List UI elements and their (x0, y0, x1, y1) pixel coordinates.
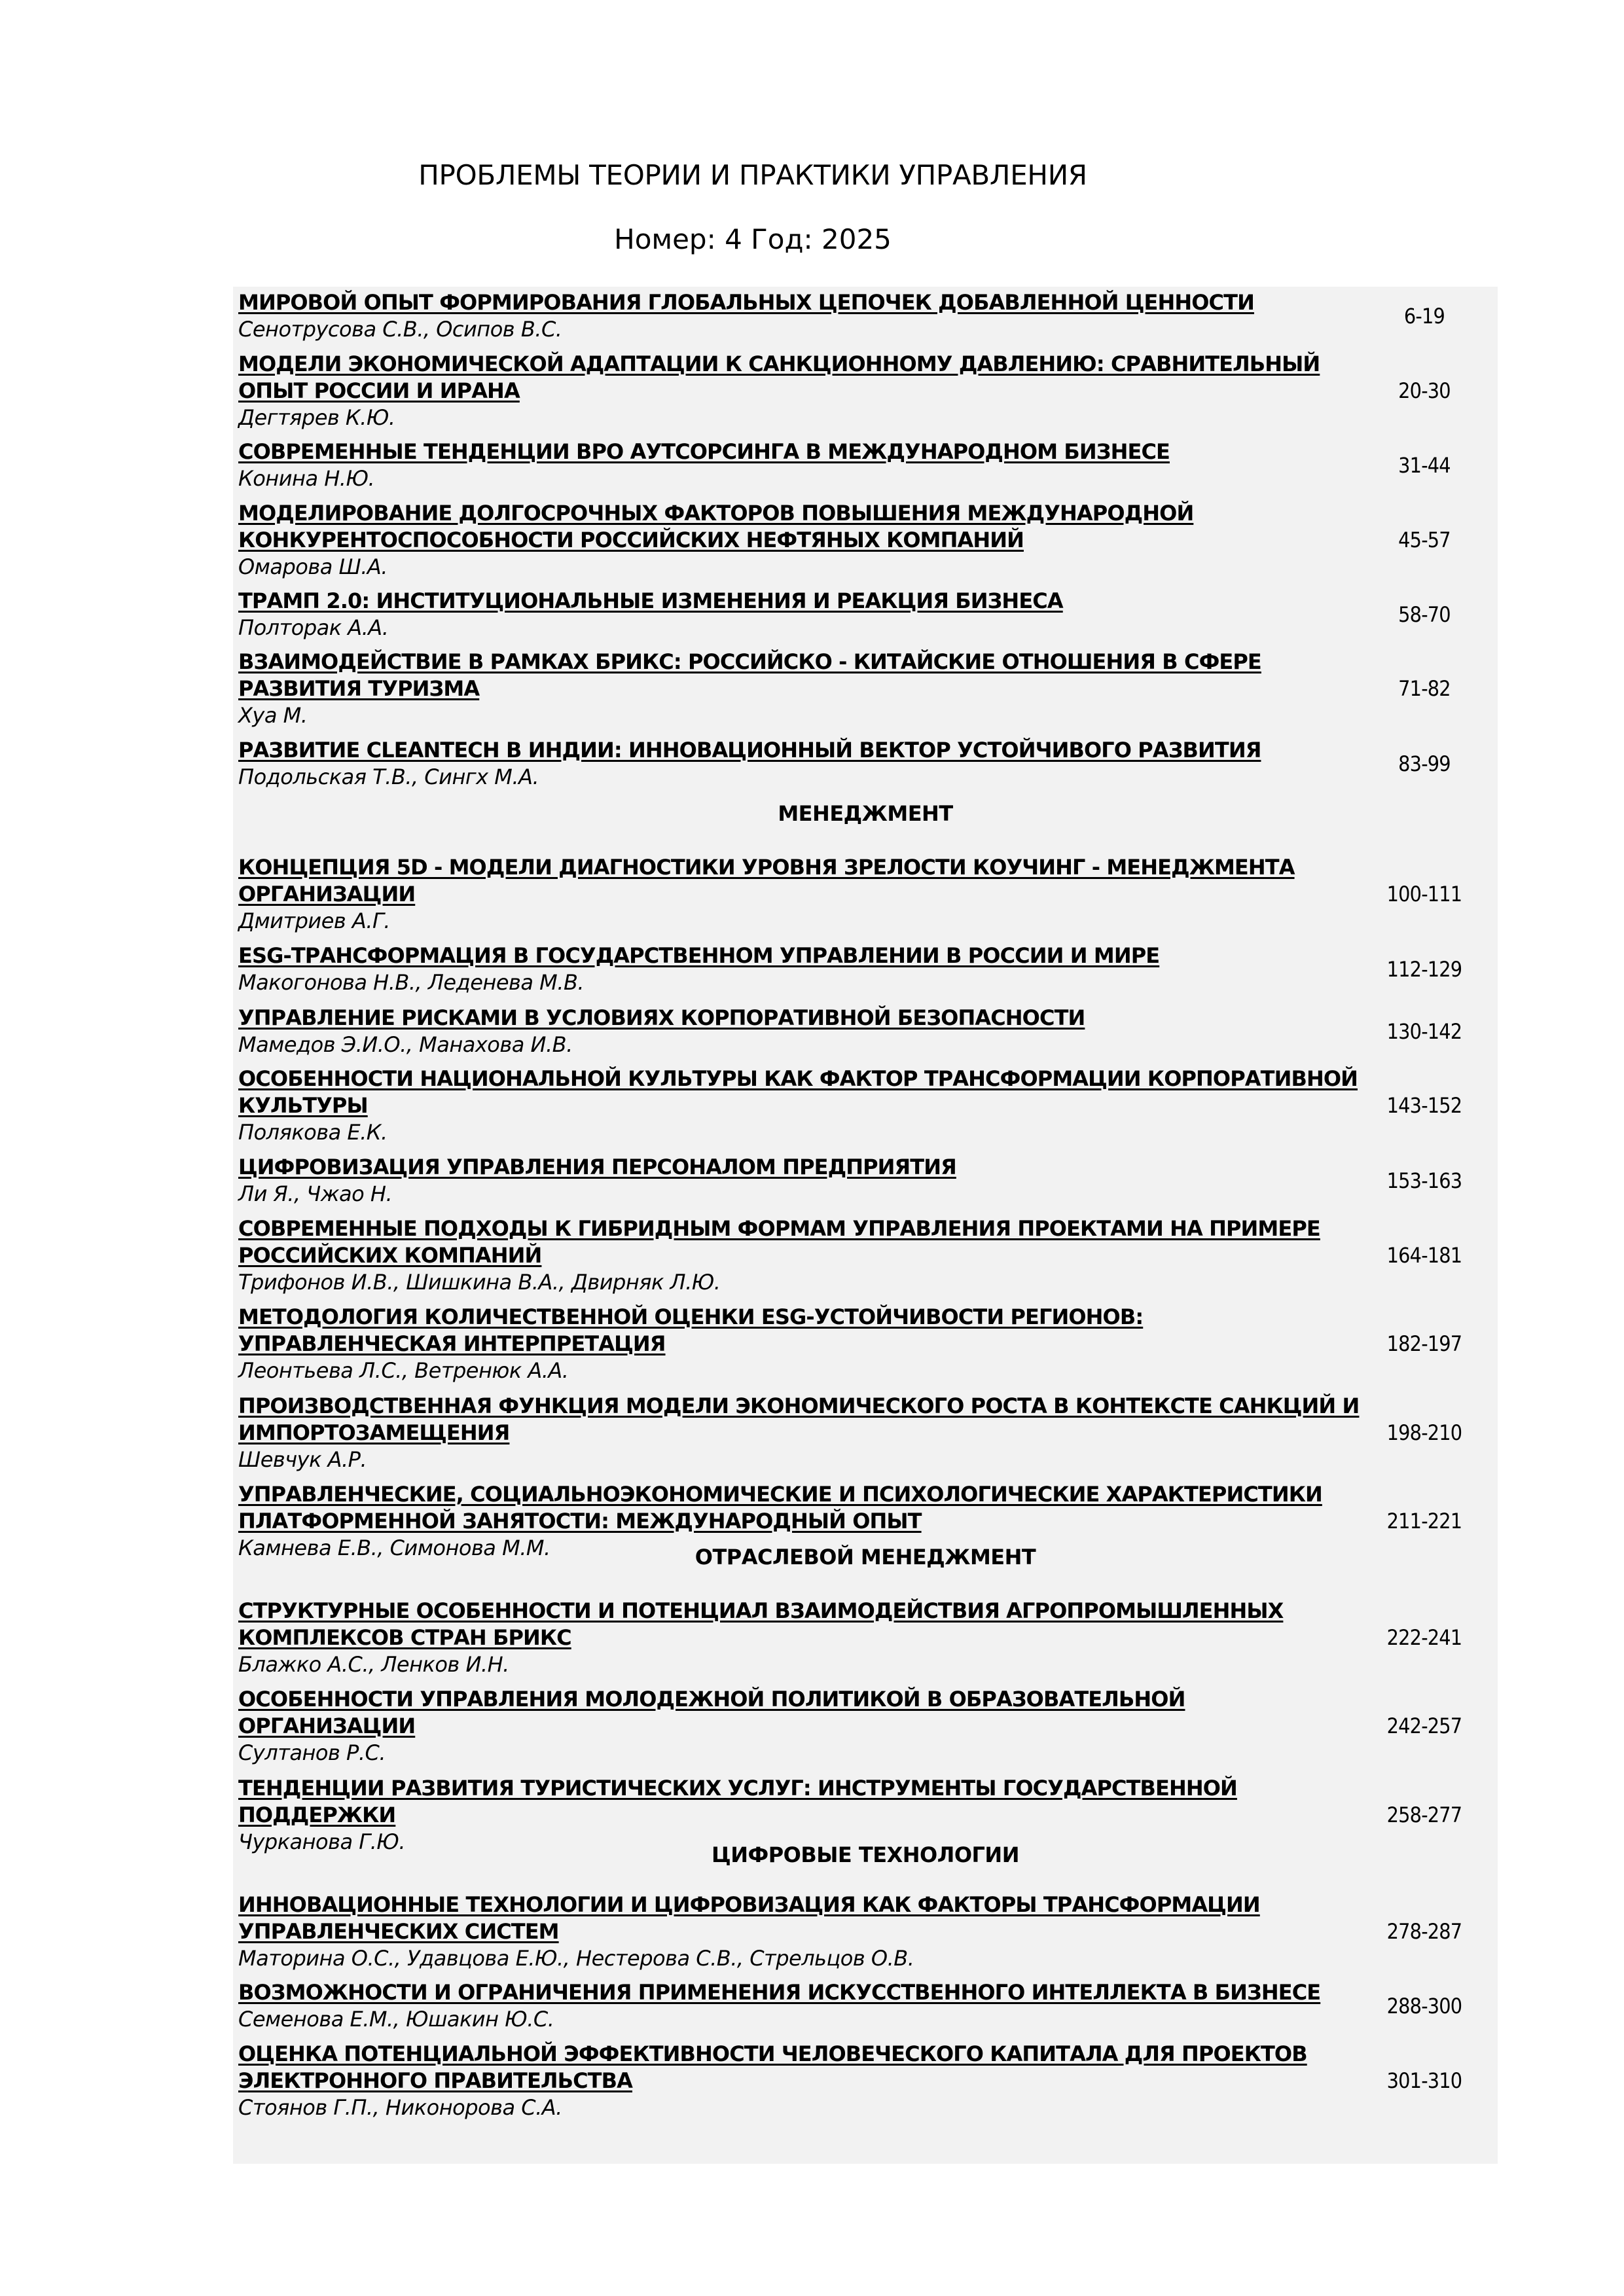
article-authors: Камнева Е.В., Симонова М.М. (238, 1535, 550, 1560)
article-pages: 278-287 (1386, 1919, 1462, 1944)
issue-info: Номер: 4 Год: 2025 (614, 223, 892, 255)
article-authors: Полторак А.А. (238, 615, 389, 640)
article-authors: Ли Я., Чжао Н. (238, 1181, 393, 1206)
article-authors: Хуа М. (238, 703, 308, 728)
article-title-link[interactable]: УПРАВЛЕНИЕ РИСКАМИ В УСЛОВИЯХ КОРПОРАТИВНОЙ БЕЗОПАСНОСТИ (238, 1005, 1085, 1030)
article-title-link[interactable]: ИННОВАЦИОННЫЕ ТЕХНОЛОГИИ И ЦИФРОВИЗАЦИЯ КАК ФАКТОРЫ ТРАНСФОРМАЦИИ (238, 1892, 1260, 1917)
article-title-link[interactable]: РАЗВИТИЕ CLEANTECH В ИНДИИ: ИННОВАЦИОННЫЙ ВЕКТОР УСТОЙЧИВОГО РАЗВИТИЯ (238, 738, 1261, 762)
article-title-link[interactable]: УПРАВЛЕНЧЕСКИЕ, СОЦИАЛЬНОЭКОНОМИЧЕСКИЕ И ПСИХОЛОГИЧЕСКИЕ ХАРАКТЕРИСТИКИ (238, 1482, 1322, 1507)
article-title-link[interactable]: ВОЗМОЖНОСТИ И ОГРАНИЧЕНИЯ ПРИМЕНЕНИЯ ИСКУССТВЕННОГО ИНТЕЛЛЕКТА В БИЗНЕСЕ (238, 1980, 1321, 2005)
article-authors: Маторина О.С., Удавцова Е.Ю., Нестерова С.В., Стрельцов О.В. (238, 1946, 914, 1971)
article-title-link[interactable]: ESG-ТРАНСФОРМАЦИЯ В ГОСУДАРСТВЕННОМ УПРАВЛЕНИИ В РОССИИ И МИРЕ (238, 943, 1160, 968)
article-pages: 71-82 (1398, 676, 1451, 701)
article-authors: Султанов Р.С. (238, 1740, 386, 1765)
article-authors: Сенотрусова С.В., Осипов В.С. (238, 317, 562, 342)
article-title-link[interactable]: ОПЫТ РОССИИ И ИРАНА (238, 378, 520, 403)
article-pages: 45-57 (1398, 528, 1451, 552)
article-title-link[interactable]: ОСОБЕННОСТИ УПРАВЛЕНИЯ МОЛОДЕЖНОЙ ПОЛИТИКОЙ В ОБРАЗОВАТЕЛЬНОЙ (238, 1687, 1185, 1712)
article-authors: Конина Н.Ю. (238, 466, 375, 491)
article-authors: Макогонова Н.В., Леденева М.В. (238, 970, 585, 995)
article-pages: 288-300 (1386, 1993, 1462, 2018)
article-title-link[interactable]: ОРГАНИЗАЦИИ (238, 882, 416, 906)
article-title-link[interactable]: МЕТОДОЛОГИЯ КОЛИЧЕСТВЕННОЙ ОЦЕНКИ ESG-УСТОЙЧИВОСТИ РЕГИОНОВ: (238, 1304, 1144, 1329)
article-title-link[interactable]: ПРОИЗВОДСТВЕННАЯ ФУНКЦИЯ МОДЕЛИ ЭКОНОМИЧЕСКОГО РОСТА В КОНТЕКСТЕ САНКЦИЙ И (238, 1393, 1360, 1418)
journal-title: ПРОБЛЕМЫ ТЕОРИИ И ПРАКТИКИ УПРАВЛЕНИЯ (418, 159, 1087, 191)
article-authors: Чурканова Г.Ю. (238, 1829, 405, 1854)
article-pages: 112-129 (1386, 956, 1462, 982)
article-authors: Омарова Ш.А. (238, 554, 388, 579)
article-title-link[interactable]: ОСОБЕННОСТИ НАЦИОНАЛЬНОЙ КУЛЬТУРЫ КАК ФАКТОР ТРАНСФОРМАЦИИ КОРПОРАТИВНОЙ (238, 1066, 1358, 1091)
article-pages: 100-111 (1386, 882, 1462, 906)
article-pages: 58-70 (1398, 601, 1451, 627)
section-heading: ЦИФРОВЫЕ ТЕХНОЛОГИИ (712, 1842, 1019, 1867)
article-pages: 301-310 (1386, 2068, 1462, 2093)
article-authors: Стоянов Г.П., Никонорова С.А. (238, 2095, 562, 2120)
article-pages: 6-19 (1403, 303, 1445, 329)
article-title-link[interactable]: РОССИЙСКИХ КОМПАНИЙ (238, 1243, 542, 1268)
article-pages: 164-181 (1386, 1243, 1462, 1268)
article-title-link[interactable]: ОЦЕНКА ПОТЕНЦИАЛЬНОЙ ЭФФЕКТИВНОСТИ ЧЕЛОВЕЧЕСКОГО КАПИТАЛА ДЛЯ ПРОЕКТОВ (238, 2041, 1307, 2066)
article-authors: Дегтярев К.Ю. (238, 405, 395, 430)
article-title-link[interactable]: СОВРЕМЕННЫЕ ТЕНДЕНЦИИ ВРО АУТСОРСИНГА В МЕЖДУНАРОДНОМ БИЗНЕСЕ (238, 439, 1170, 464)
article-title-link[interactable]: ЭЛЕКТРОННОГО ПРАВИТЕЛЬСТВА (238, 2068, 632, 2093)
article-pages: 20-30 (1398, 378, 1451, 403)
article-title-link[interactable]: КУЛЬТУРЫ (238, 1093, 368, 1118)
article-pages: 211-221 (1386, 1509, 1462, 1534)
article-title-link[interactable]: УПРАВЛЕНЧЕСКАЯ ИНТЕРПРЕТАЦИЯ (238, 1331, 666, 1356)
article-title-link[interactable]: МОДЕЛИРОВАНИЕ ДОЛГОСРОЧНЫХ ФАКТОРОВ ПОВЫШЕНИЯ МЕЖДУНАРОДНОЙ (238, 501, 1194, 526)
article-authors: Мамедов Э.И.О., Манахова И.В. (238, 1032, 573, 1057)
article-pages: 31-44 (1398, 452, 1451, 478)
article-pages: 198-210 (1386, 1420, 1462, 1445)
section-heading: ОТРАСЛЕВОЙ МЕНЕДЖМЕНТ (695, 1545, 1036, 1570)
article-pages: 222-241 (1386, 1625, 1462, 1650)
article-authors: Трифонов И.В., Шишкина В.А., Двирняк Л.Ю. (238, 1270, 721, 1295)
article-authors: Семенова Е.М., Юшакин Ю.С. (238, 2007, 554, 2032)
article-pages: 242-257 (1386, 1713, 1462, 1738)
article-title-link[interactable]: ПОДДЕРЖКИ (238, 1803, 396, 1827)
article-title-link[interactable]: КОМПЛЕКСОВ СТРАН БРИКС (238, 1625, 571, 1650)
article-pages: 83-99 (1398, 751, 1451, 776)
article-title-link[interactable]: ВЗАИМОДЕЙСТВИЕ В РАМКАХ БРИКС: РОССИЙСКО - КИТАЙСКИЕ ОТНОШЕНИЯ В СФЕРЕ (238, 649, 1261, 674)
article-title-link[interactable]: КОНЦЕПЦИЯ 5D - МОДЕЛИ ДИАГНОСТИКИ УРОВНЯ ЗРЕЛОСТИ КОУЧИНГ - МЕНЕДЖМЕНТА (238, 855, 1295, 880)
article-pages: 258-277 (1386, 1803, 1462, 1827)
article-title-link[interactable]: ПЛАТФОРМЕННОЙ ЗАНЯТОСТИ: МЕЖДУНАРОДНЫЙ ОПЫТ (238, 1509, 922, 1534)
article-title-link[interactable]: ОРГАНИЗАЦИИ (238, 1713, 416, 1738)
article-title-link[interactable]: МИРОВОЙ ОПЫТ ФОРМИРОВАНИЯ ГЛОБАЛЬНЫХ ЦЕПОЧЕК ДОБАВЛЕННОЙ ЦЕННОСТИ (238, 290, 1254, 315)
article-title-link[interactable]: ИМПОРТОЗАМЕЩЕНИЯ (238, 1420, 510, 1445)
article-title-link[interactable]: УПРАВЛЕНЧЕСКИХ СИСТЕМ (238, 1919, 559, 1944)
article-authors: Подольская Т.В., Сингх М.А. (238, 764, 539, 789)
article-pages: 130-142 (1386, 1018, 1462, 1044)
article-title-link[interactable]: СОВРЕМЕННЫЕ ПОДХОДЫ К ГИБРИДНЫМ ФОРМАМ УПРАВЛЕНИЯ ПРОЕКТАМИ НА ПРИМЕРЕ (238, 1216, 1320, 1241)
article-title-link[interactable]: ТЕНДЕНЦИИ РАЗВИТИЯ ТУРИСТИЧЕСКИХ УСЛУГ: ИНСТРУМЕНТЫ ГОСУДАРСТВЕННОЙ (238, 1776, 1237, 1801)
article-authors: Дмитриев А.Г. (238, 908, 390, 933)
article-authors: Блажко А.С., Ленков И.Н. (238, 1652, 509, 1677)
article-pages: 153-163 (1386, 1168, 1462, 1193)
article-pages: 143-152 (1386, 1093, 1462, 1118)
article-authors: Шевчук А.Р. (238, 1447, 367, 1472)
article-title-link[interactable]: КОНКУРЕНТОСПОСОБНОСТИ РОССИЙСКИХ НЕФТЯНЫХ КОМПАНИЙ (238, 528, 1024, 552)
article-title-link[interactable]: ЦИФРОВИЗАЦИЯ УПРАВЛЕНИЯ ПЕРСОНАЛОМ ПРЕДПРИЯТИЯ (238, 1155, 956, 1179)
article-title-link[interactable]: СТРУКТУРНЫЕ ОСОБЕННОСТИ И ПОТЕНЦИАЛ ВЗАИМОДЕЙСТВИЯ АГРОПРОМЫШЛЕННЫХ (238, 1598, 1284, 1623)
table-of-contents (233, 287, 1498, 2164)
article-title-link[interactable]: ТРАМП 2.0: ИНСТИТУЦИОНАЛЬНЫЕ ИЗМЕНЕНИЯ И РЕАКЦИЯ БИЗНЕСА (238, 588, 1063, 613)
article-title-link[interactable]: МОДЕЛИ ЭКОНОМИЧЕСКОЙ АДАПТАЦИИ К САНКЦИОННОМУ ДАВЛЕНИЮ: СРАВНИТЕЛЬНЫЙ (238, 351, 1320, 376)
article-authors: Леонтьева Л.С., Ветренюк А.А. (238, 1358, 569, 1383)
section-heading: МЕНЕДЖМЕНТ (778, 801, 953, 826)
article-title-link[interactable]: РАЗВИТИЯ ТУРИЗМА (238, 676, 480, 701)
article-pages: 182-197 (1386, 1331, 1462, 1356)
article-authors: Полякова Е.К. (238, 1120, 388, 1145)
